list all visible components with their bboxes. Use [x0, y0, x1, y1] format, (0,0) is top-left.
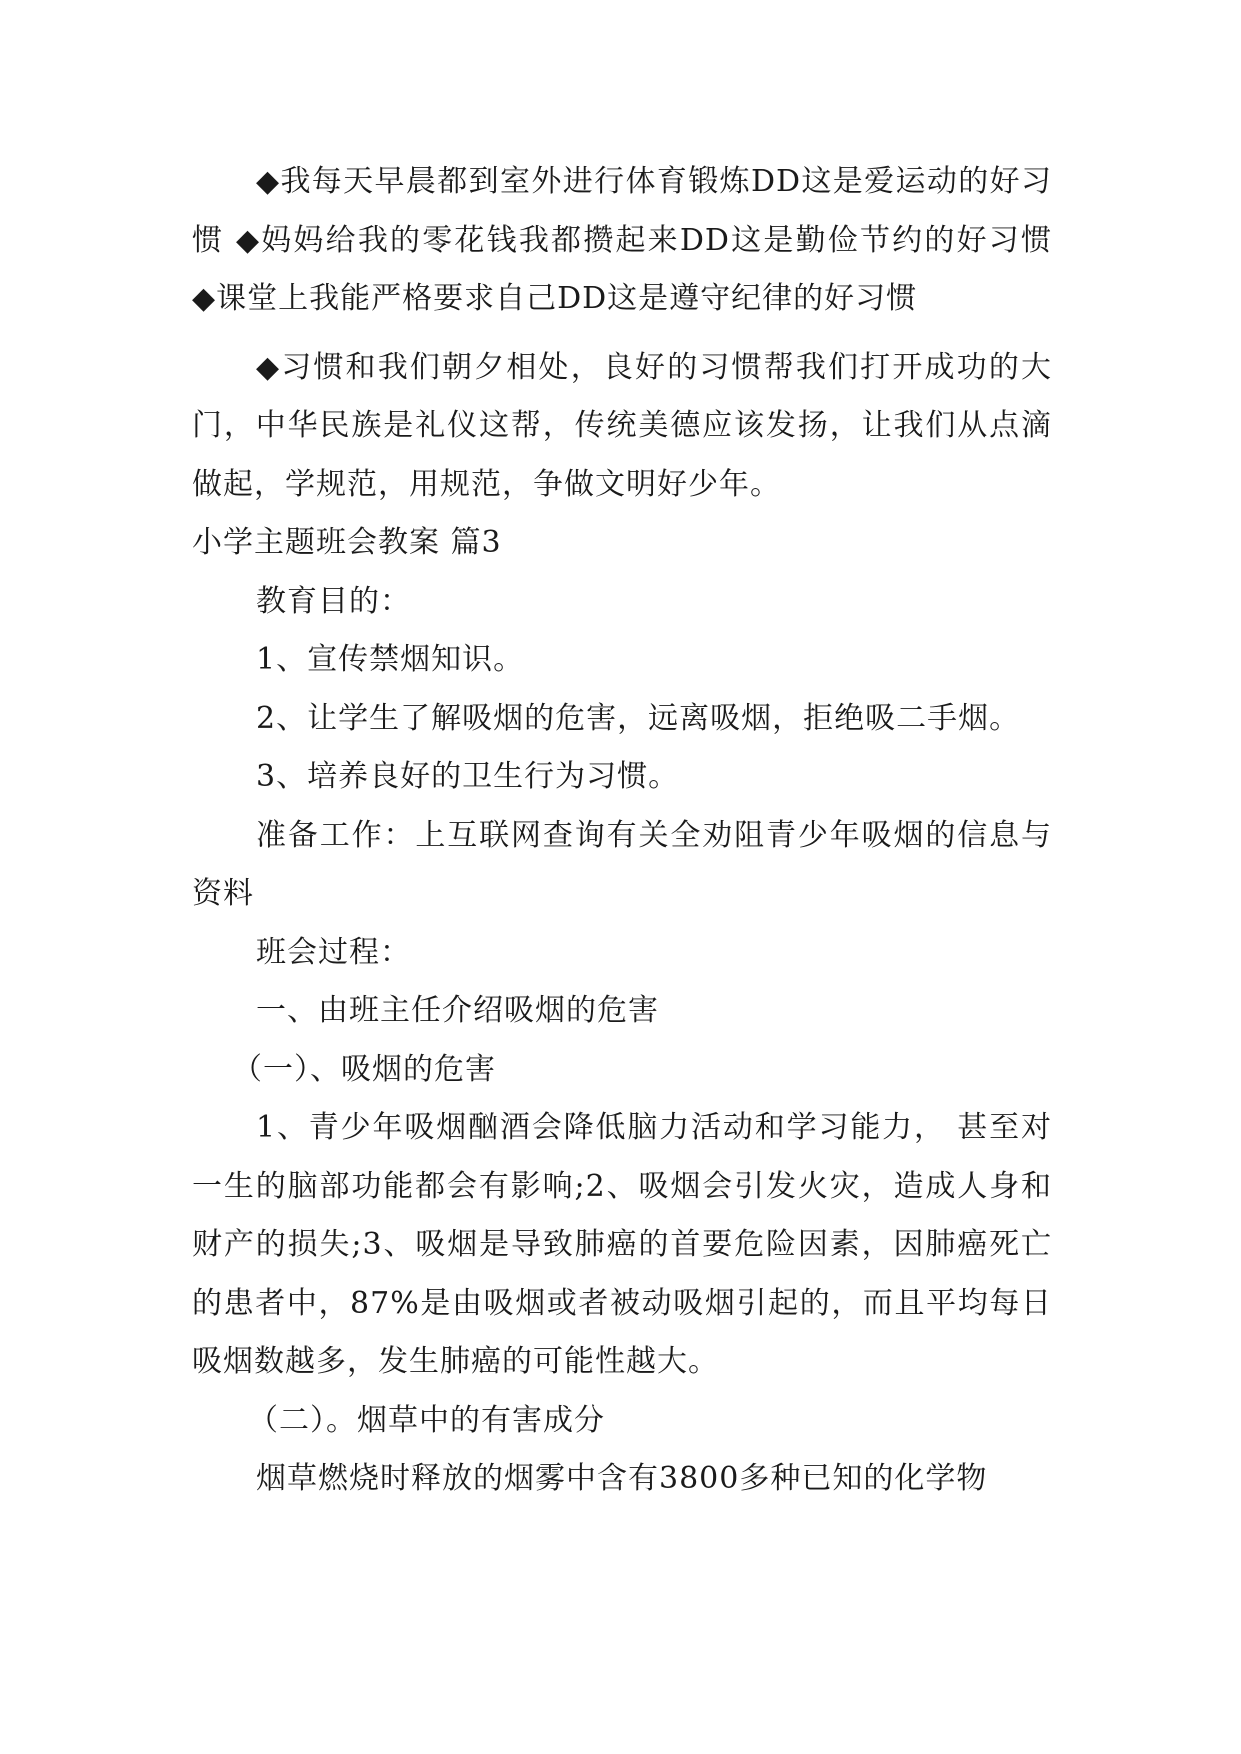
habit-conclusion-paragraph: ◆习惯和我们朝夕相处，良好的习惯帮我们打开成功的大门，中华民族是礼仪这帮，传统美德应该发扬，让我们从点滴做起，学规范，用规范，争做文明好少年。 [192, 349, 1052, 502]
goal-item-3: 3、培养良好的卫生行为习惯。 [256, 759, 680, 794]
section-title: 小学主题班会教案 篇3 [192, 525, 502, 560]
preparation-paragraph: 准备工作：上互联网查询有关全劝阻青少年吸烟的信息与资料 [192, 817, 1052, 911]
process-label: 班会过程： [256, 934, 411, 970]
education-goal-label: 教育目的： [256, 583, 411, 619]
subsection-harm: （一）、吸烟的危害 [232, 1051, 496, 1087]
ingredients-paragraph: 烟草燃烧时释放的烟雾中含有3800多种已知的化学物 [256, 1461, 988, 1496]
harm-details-paragraph: 1、青少年吸烟酗酒会降低脑力活动和学习能力， 甚至对一生的脑部功能都会有影响;2、吸烟会引发火灾，造成人身和财产的损失;3、吸烟是导致肺癌的首要危险因素，因肺癌死亡的患者中，87%是由吸烟或者被动吸烟引起的，而且平均每日吸烟数越多，发生肺癌的可能性越大。 [192, 1110, 1052, 1379]
goal-item-1: 1、宣传禁烟知识。 [256, 642, 525, 677]
process-step-1: 一、由班主任介绍吸烟的危害 [256, 993, 659, 1028]
document-body [192, 153, 1052, 1509]
habit-examples-paragraph: ◆我每天早晨都到室外进行体育锻炼DD这是爱运动的好习惯 ◆妈妈给我的零花钱我都攒起来DD这是勤俭节约的好习惯 ◆课堂上我能严格要求自己DD这是遵守纪律的好习惯 [192, 164, 1052, 316]
goal-item-2: 2、让学生了解吸烟的危害，远离吸烟，拒绝吸二手烟。 [256, 700, 1021, 736]
subsection-harmful-ingredients: （二）。烟草中的有害成分 [248, 1402, 605, 1438]
